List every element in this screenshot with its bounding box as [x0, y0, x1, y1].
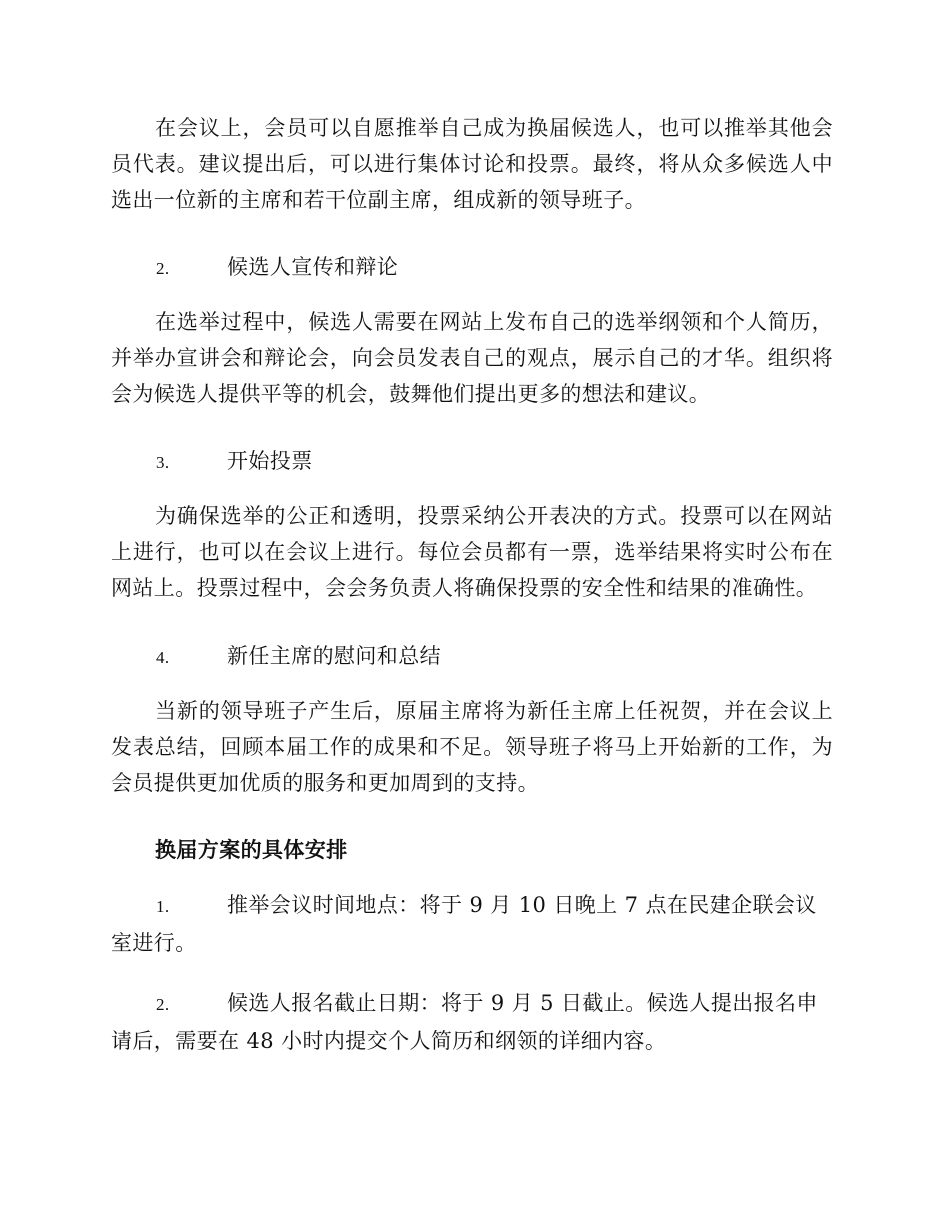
arrangement-item-2	[111, 985, 833, 1059]
arrangement-text: 推举会议时间地点：将于 9 月 10 日晚上 7 点在民建企联会议室进行。	[111, 893, 817, 955]
paragraph-campaign: 在选举过程中，候选人需要在网站上发布自己的选举纲领和个人简历，并举办宣讲会和辩论会，向会员发表自己的观点，展示自己的才华。组织将会为候选人提供平等的机会，鼓舞他们提出更多的想法和建议。	[111, 310, 833, 406]
arrangement-text: 候选人报名截止日期：将于 9 月 5 日截止。候选人提出报名申请后，需要在 48 小时内提交个人简历和纲领的详细内容。	[111, 991, 818, 1053]
section-heading: 换届方案的具体安排	[155, 837, 348, 862]
step-number: 3.	[156, 453, 170, 472]
step-item-3	[111, 443, 833, 481]
arrangement-number: 1.	[156, 897, 170, 916]
arrangement-item-1	[111, 887, 833, 961]
step-title: 开始投票	[227, 449, 313, 473]
step-title: 新任主席的慰问和总结	[227, 644, 441, 668]
step-item-4	[111, 638, 833, 676]
arrangement-number: 2.	[156, 995, 170, 1014]
paragraph-voting: 为确保选举的公正和透明，投票采纳公开表决的方式。投票可以在网站上进行，也可以在会议上进行。每位会员都有一票，选举结果将实时公布在网站上。投票过程中，会会务负责人将确保投票的安全性和结果的准确性。	[111, 504, 833, 600]
step-title: 候选人宣传和辩论	[227, 255, 399, 279]
paragraph-nomination: 在会议上，会员可以自愿推举自己成为换届候选人，也可以推举其他会员代表。建议提出后，可以进行集体讨论和投票。最终，将从众多候选人中选出一位新的主席和若干位副主席，组成新的领导班子。	[111, 116, 833, 212]
step-number: 2.	[156, 259, 170, 278]
step-item-2	[111, 249, 833, 287]
paragraph-summary: 当新的领导班子产生后，原届主席将为新任主席上任祝贺，并在会议上发表总结，回顾本届工作的成果和不足。领导班子将马上开始新的工作，为会员提供更加优质的服务和更加周到的支持。	[111, 699, 833, 795]
step-number: 4.	[156, 648, 170, 667]
